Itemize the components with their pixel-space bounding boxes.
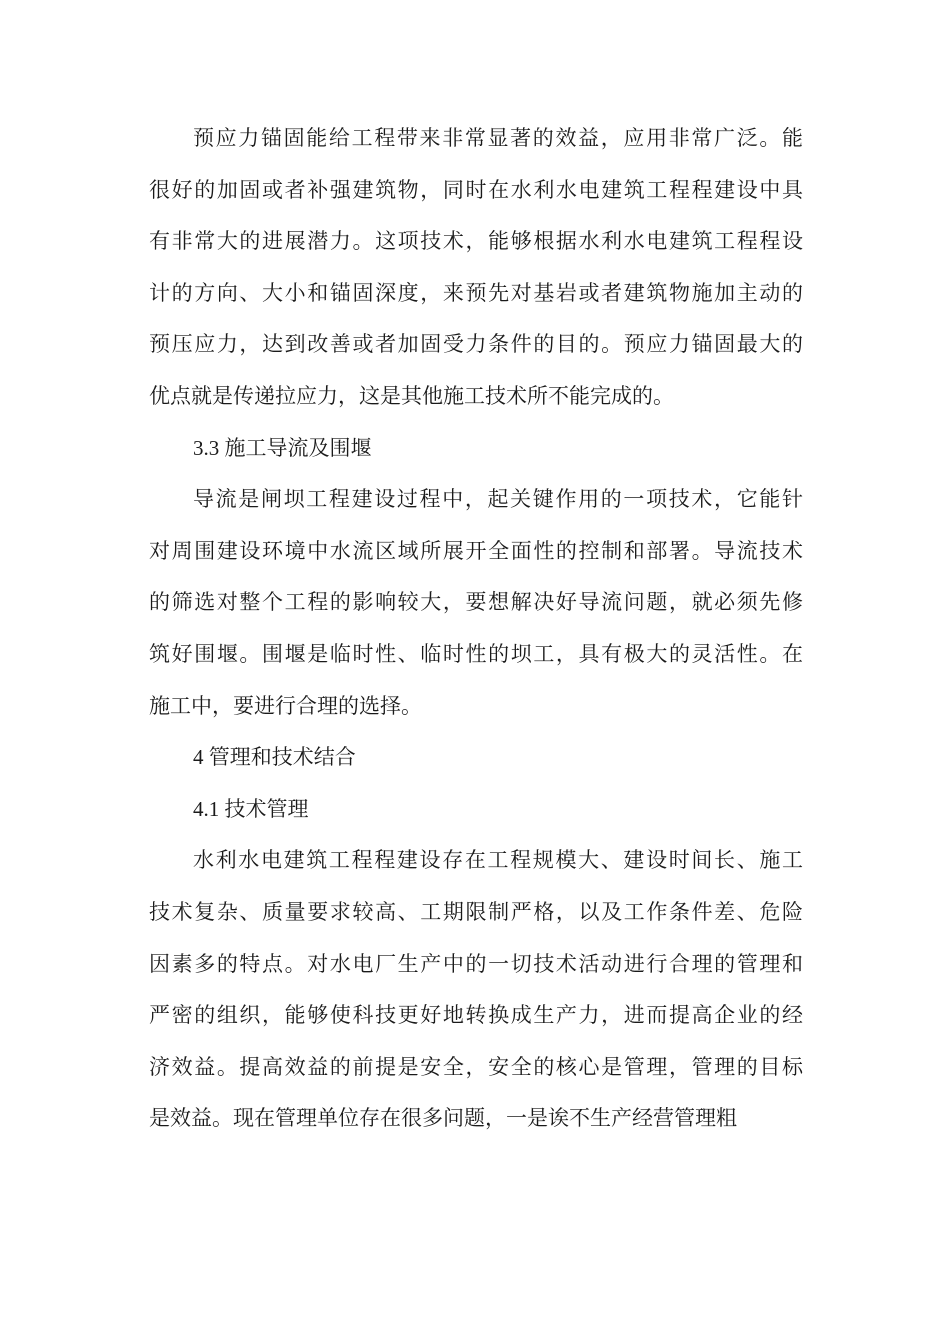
paragraph-line: 优点就是传递拉应力，这是其他施工技术所不能完成的。	[149, 383, 674, 408]
paragraph-line: 预压应力，达到改善或者加固受力条件的目的。预应力锚固最大的	[149, 332, 803, 357]
paragraph-line: 对周围建设环境中水流区域所展开全面性的控制和部署。导流技术	[149, 538, 803, 563]
paragraph-line: 计的方向、大小和锚固深度，来预先对基岩或者建筑物施加主动的	[149, 280, 803, 305]
paragraph-line: 筑好围堰。围堰是临时性、临时性的坝工，具有极大的灵活性。在	[149, 641, 803, 666]
paragraph-line: 预应力锚固能给工程带来非常显著的效益，应用非常广泛。能	[193, 126, 803, 150]
paragraph-line: 济效益。提高效益的前提是安全，安全的核心是管理，管理的目标	[149, 1054, 803, 1079]
paragraph-line: 严密的组织，能够使科技更好地转换成生产力，进而提高企业的经	[149, 1003, 803, 1028]
paragraph-line: 很好的加固或者补强建筑物，同时在水利水电建筑工程程建设中具	[149, 177, 803, 202]
paragraph-line: 水利水电建筑工程程建设存在工程规模大、建设时间长、施工	[193, 848, 803, 873]
paragraph-line: 的筛选对整个工程的影响较大，要想解决好导流问题，就必须先修	[149, 590, 803, 615]
paragraph-line: 施工中，要进行合理的选择。	[149, 693, 422, 718]
paragraph-line: 因素多的特点。对水电厂生产中的一切技术活动进行合理的管理和	[149, 951, 803, 976]
paragraph-line: 导流是闸坝工程建设过程中，起关键作用的一项技术，它能针	[193, 487, 803, 512]
document-body	[149, 113, 803, 1145]
paragraph-line: 有非常大的进展潜力。这项技术，能够根据水利水电建筑工程程设	[149, 229, 803, 254]
paragraph-line: 技术复杂、质量要求较高、工期限制严格，以及工作条件差、危险	[149, 899, 803, 924]
paragraph-line: 是效益。现在管理单位存在很多问题，一是诶不生产经营管理粗	[149, 1106, 737, 1131]
section-heading: 4 管理和技术结合	[193, 745, 356, 770]
section-heading: 3.3 施工导流及围堰	[193, 435, 372, 460]
subsection-heading: 4.1 技术管理	[193, 796, 309, 821]
